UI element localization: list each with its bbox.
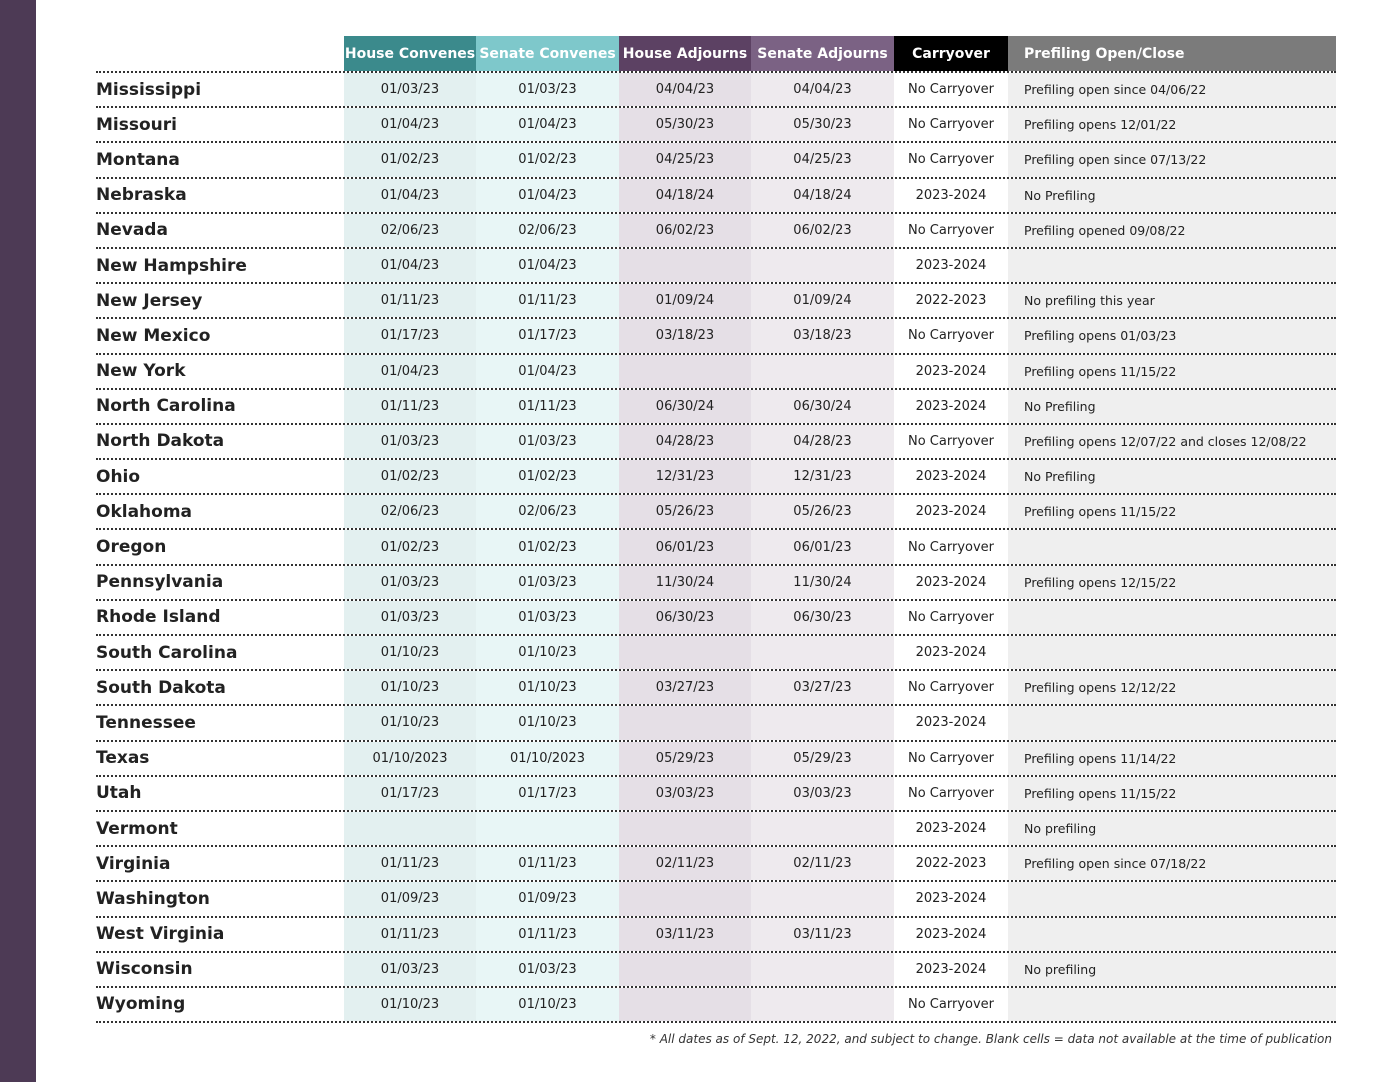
house-adjourns-cell: 05/30/23 — [619, 108, 751, 141]
prefiling-cell — [1008, 882, 1336, 915]
house-adjourns-cell: 06/02/23 — [619, 214, 751, 247]
state-name: Mississippi — [96, 73, 344, 106]
senate-adjourns-cell: 04/04/23 — [751, 73, 894, 106]
house-convenes-cell: 01/11/23 — [344, 847, 476, 880]
state-name: Washington — [96, 882, 344, 915]
house-convenes-cell: 01/17/23 — [344, 319, 476, 352]
state-name: North Carolina — [96, 390, 344, 423]
house-convenes-cell: 01/10/23 — [344, 671, 476, 704]
house-convenes-cell: 02/06/23 — [344, 214, 476, 247]
senate-adjourns-cell — [751, 706, 894, 739]
state-name: Tennessee — [96, 706, 344, 739]
house-adjourns-cell: 03/27/23 — [619, 671, 751, 704]
prefiling-cell: Prefiling open since 07/13/22 — [1008, 143, 1336, 176]
senate-convenes-cell: 01/04/23 — [476, 355, 619, 388]
table-row — [96, 636, 1336, 671]
state-name: Texas — [96, 742, 344, 775]
state-name: New Mexico — [96, 319, 344, 352]
table-row — [96, 284, 1336, 319]
senate-convenes-cell: 01/17/23 — [476, 319, 619, 352]
state-name: Nebraska — [96, 179, 344, 212]
house-convenes-cell: 01/02/23 — [344, 143, 476, 176]
house-adjourns-cell: 03/11/23 — [619, 918, 751, 951]
prefiling-cell: No prefiling — [1008, 812, 1336, 845]
carryover-cell: 2023-2024 — [894, 706, 1008, 739]
state-name: West Virginia — [96, 918, 344, 951]
house-convenes-cell: 01/02/23 — [344, 530, 476, 563]
senate-convenes-cell: 01/03/23 — [476, 566, 619, 599]
house-adjourns-cell — [619, 812, 751, 845]
state-name: South Dakota — [96, 671, 344, 704]
senate-convenes-cell: 01/10/23 — [476, 706, 619, 739]
house-convenes-cell: 01/10/23 — [344, 988, 476, 1021]
table-row — [96, 847, 1336, 882]
carryover-cell: 2023-2024 — [894, 460, 1008, 493]
senate-convenes-cell: 01/10/23 — [476, 671, 619, 704]
house-convenes-cell: 01/04/23 — [344, 249, 476, 282]
prefiling-cell: Prefiling opens 11/15/22 — [1008, 355, 1336, 388]
house-convenes-cell: 01/17/23 — [344, 777, 476, 810]
prefiling-cell — [1008, 988, 1336, 1021]
carryover-cell: 2023-2024 — [894, 636, 1008, 669]
state-name: Rhode Island — [96, 601, 344, 634]
carryover-cell: No Carryover — [894, 214, 1008, 247]
senate-adjourns-cell: 04/28/23 — [751, 425, 894, 458]
carryover-cell: 2023-2024 — [894, 390, 1008, 423]
house-adjourns-cell: 04/18/24 — [619, 179, 751, 212]
senate-convenes-cell: 01/17/23 — [476, 777, 619, 810]
senate-convenes-cell: 01/03/23 — [476, 425, 619, 458]
table-row — [96, 355, 1336, 390]
carryover-cell: 2023-2024 — [894, 812, 1008, 845]
carryover-cell: 2023-2024 — [894, 249, 1008, 282]
house-convenes-cell: 01/10/23 — [344, 706, 476, 739]
prefiling-cell: No prefiling — [1008, 953, 1336, 986]
carryover-cell: 2023-2024 — [894, 179, 1008, 212]
senate-convenes-cell: 01/10/2023 — [476, 742, 619, 775]
house-convenes-cell: 01/11/23 — [344, 918, 476, 951]
senate-convenes-cell: 01/03/23 — [476, 73, 619, 106]
house-adjourns-cell — [619, 636, 751, 669]
house-convenes-cell: 01/02/23 — [344, 460, 476, 493]
side-accent-bar — [0, 0, 36, 1082]
senate-adjourns-cell: 03/11/23 — [751, 918, 894, 951]
carryover-cell: No Carryover — [894, 108, 1008, 141]
senate-convenes-cell: 01/04/23 — [476, 179, 619, 212]
senate-convenes-cell: 01/10/23 — [476, 636, 619, 669]
state-name: Nevada — [96, 214, 344, 247]
senate-adjourns-cell: 01/09/24 — [751, 284, 894, 317]
senate-adjourns-cell: 05/29/23 — [751, 742, 894, 775]
house-convenes-cell: 01/03/23 — [344, 73, 476, 106]
senate-adjourns-cell: 11/30/24 — [751, 566, 894, 599]
header-house-convenes: House Convenes — [344, 36, 476, 71]
house-adjourns-cell: 01/09/24 — [619, 284, 751, 317]
house-adjourns-cell: 06/01/23 — [619, 530, 751, 563]
senate-convenes-cell: 01/04/23 — [476, 108, 619, 141]
house-adjourns-cell: 06/30/24 — [619, 390, 751, 423]
house-convenes-cell: 01/11/23 — [344, 284, 476, 317]
house-convenes-cell — [344, 812, 476, 845]
house-adjourns-cell: 04/28/23 — [619, 425, 751, 458]
state-name: Montana — [96, 143, 344, 176]
senate-adjourns-cell — [751, 355, 894, 388]
carryover-cell: 2023-2024 — [894, 566, 1008, 599]
footnote: * All dates as of Sept. 12, 2022, and subject to change. Blank cells = data not available at the time of publication — [649, 1032, 1332, 1046]
house-adjourns-cell — [619, 953, 751, 986]
house-convenes-cell: 01/03/23 — [344, 601, 476, 634]
senate-adjourns-cell: 02/11/23 — [751, 847, 894, 880]
senate-adjourns-cell: 06/02/23 — [751, 214, 894, 247]
state-name: Wisconsin — [96, 953, 344, 986]
prefiling-cell — [1008, 601, 1336, 634]
senate-convenes-cell: 01/10/23 — [476, 988, 619, 1021]
table-row — [96, 671, 1336, 706]
house-adjourns-cell — [619, 988, 751, 1021]
table-row — [96, 706, 1336, 741]
carryover-cell: No Carryover — [894, 671, 1008, 704]
carryover-cell: No Carryover — [894, 73, 1008, 106]
prefiling-cell: Prefiling opens 12/01/22 — [1008, 108, 1336, 141]
senate-adjourns-cell — [751, 249, 894, 282]
house-convenes-cell: 01/10/2023 — [344, 742, 476, 775]
table-row — [96, 918, 1336, 953]
state-name: Oregon — [96, 530, 344, 563]
carryover-cell: 2023-2024 — [894, 918, 1008, 951]
state-name: New Jersey — [96, 284, 344, 317]
house-adjourns-cell: 03/18/23 — [619, 319, 751, 352]
house-adjourns-cell — [619, 355, 751, 388]
senate-convenes-cell — [476, 812, 619, 845]
house-convenes-cell: 01/03/23 — [344, 566, 476, 599]
senate-adjourns-cell — [751, 988, 894, 1021]
table-row — [96, 460, 1336, 495]
senate-adjourns-cell: 06/01/23 — [751, 530, 894, 563]
carryover-cell: 2023-2024 — [894, 355, 1008, 388]
house-convenes-cell: 01/03/23 — [344, 425, 476, 458]
state-name: Utah — [96, 777, 344, 810]
prefiling-cell: Prefiling open since 04/06/22 — [1008, 73, 1336, 106]
table-row — [96, 495, 1336, 530]
prefiling-cell: Prefiling opens 01/03/23 — [1008, 319, 1336, 352]
table-row — [96, 988, 1336, 1023]
prefiling-cell: No Prefiling — [1008, 390, 1336, 423]
state-name: Pennsylvania — [96, 566, 344, 599]
table-row — [96, 425, 1336, 460]
legislative-calendar-table — [96, 36, 1336, 1023]
header-prefiling: Prefiling Open/Close — [1008, 36, 1336, 71]
senate-convenes-cell: 01/11/23 — [476, 918, 619, 951]
prefiling-cell: Prefiling opens 12/12/22 — [1008, 671, 1336, 704]
carryover-cell: No Carryover — [894, 530, 1008, 563]
house-adjourns-cell: 04/04/23 — [619, 73, 751, 106]
table-row — [96, 953, 1336, 988]
senate-adjourns-cell: 06/30/23 — [751, 601, 894, 634]
state-name: Ohio — [96, 460, 344, 493]
house-convenes-cell: 01/04/23 — [344, 108, 476, 141]
house-adjourns-cell — [619, 249, 751, 282]
senate-convenes-cell: 02/06/23 — [476, 214, 619, 247]
senate-adjourns-cell: 12/31/23 — [751, 460, 894, 493]
house-adjourns-cell: 02/11/23 — [619, 847, 751, 880]
header-carryover: Carryover — [894, 36, 1008, 71]
house-adjourns-cell: 05/26/23 — [619, 495, 751, 528]
senate-adjourns-cell: 05/26/23 — [751, 495, 894, 528]
table-row — [96, 179, 1336, 214]
senate-convenes-cell: 01/02/23 — [476, 460, 619, 493]
table-row — [96, 812, 1336, 847]
senate-convenes-cell: 01/03/23 — [476, 601, 619, 634]
carryover-cell: 2022-2023 — [894, 847, 1008, 880]
carryover-cell: No Carryover — [894, 601, 1008, 634]
prefiling-cell — [1008, 249, 1336, 282]
prefiling-cell: No Prefiling — [1008, 179, 1336, 212]
senate-adjourns-cell — [751, 953, 894, 986]
carryover-cell: No Carryover — [894, 988, 1008, 1021]
senate-adjourns-cell: 05/30/23 — [751, 108, 894, 141]
table-row — [96, 319, 1336, 354]
house-adjourns-cell: 03/03/23 — [619, 777, 751, 810]
carryover-cell: No Carryover — [894, 143, 1008, 176]
header-state-blank — [96, 36, 344, 71]
carryover-cell: No Carryover — [894, 777, 1008, 810]
prefiling-cell: Prefiling opened 09/08/22 — [1008, 214, 1336, 247]
table-row — [96, 530, 1336, 565]
senate-adjourns-cell — [751, 812, 894, 845]
senate-convenes-cell: 01/02/23 — [476, 530, 619, 563]
table-row — [96, 601, 1336, 636]
house-convenes-cell: 01/04/23 — [344, 179, 476, 212]
prefiling-cell: Prefiling opens 11/15/22 — [1008, 495, 1336, 528]
prefiling-cell: No Prefiling — [1008, 460, 1336, 493]
house-convenes-cell: 01/03/23 — [344, 953, 476, 986]
senate-convenes-cell: 01/11/23 — [476, 284, 619, 317]
house-convenes-cell: 01/09/23 — [344, 882, 476, 915]
state-name: New Hampshire — [96, 249, 344, 282]
state-name: Virginia — [96, 847, 344, 880]
table-row — [96, 73, 1336, 108]
header-senate-convenes: Senate Convenes — [476, 36, 619, 71]
house-adjourns-cell — [619, 882, 751, 915]
senate-adjourns-cell: 06/30/24 — [751, 390, 894, 423]
prefiling-cell: Prefiling opens 12/07/22 and closes 12/08/22 — [1008, 425, 1336, 458]
house-adjourns-cell: 11/30/24 — [619, 566, 751, 599]
prefiling-cell: Prefiling opens 12/15/22 — [1008, 566, 1336, 599]
senate-adjourns-cell — [751, 636, 894, 669]
table-row — [96, 566, 1336, 601]
prefiling-cell — [1008, 636, 1336, 669]
prefiling-cell: Prefiling opens 11/15/22 — [1008, 777, 1336, 810]
table-header-row — [96, 36, 1336, 73]
house-convenes-cell: 01/04/23 — [344, 355, 476, 388]
house-convenes-cell: 02/06/23 — [344, 495, 476, 528]
prefiling-cell: Prefiling opens 11/14/22 — [1008, 742, 1336, 775]
senate-adjourns-cell: 04/18/24 — [751, 179, 894, 212]
state-name: Wyoming — [96, 988, 344, 1021]
prefiling-cell — [1008, 706, 1336, 739]
house-adjourns-cell — [619, 706, 751, 739]
senate-convenes-cell: 01/11/23 — [476, 390, 619, 423]
state-name: New York — [96, 355, 344, 388]
table-row — [96, 143, 1336, 178]
state-name: North Dakota — [96, 425, 344, 458]
senate-convenes-cell: 01/09/23 — [476, 882, 619, 915]
house-adjourns-cell: 05/29/23 — [619, 742, 751, 775]
senate-convenes-cell: 01/02/23 — [476, 143, 619, 176]
senate-convenes-cell: 01/04/23 — [476, 249, 619, 282]
table-row — [96, 777, 1336, 812]
senate-adjourns-cell: 03/18/23 — [751, 319, 894, 352]
carryover-cell: 2023-2024 — [894, 953, 1008, 986]
senate-convenes-cell: 01/03/23 — [476, 953, 619, 986]
state-name: South Carolina — [96, 636, 344, 669]
senate-adjourns-cell: 03/27/23 — [751, 671, 894, 704]
table-row — [96, 882, 1336, 917]
prefiling-cell: No prefiling this year — [1008, 284, 1336, 317]
carryover-cell: No Carryover — [894, 425, 1008, 458]
prefiling-cell — [1008, 918, 1336, 951]
senate-convenes-cell: 01/11/23 — [476, 847, 619, 880]
carryover-cell: No Carryover — [894, 742, 1008, 775]
house-convenes-cell: 01/11/23 — [344, 390, 476, 423]
senate-adjourns-cell — [751, 882, 894, 915]
carryover-cell: 2022-2023 — [894, 284, 1008, 317]
table-row — [96, 742, 1336, 777]
table-row — [96, 214, 1336, 249]
senate-adjourns-cell: 03/03/23 — [751, 777, 894, 810]
prefiling-cell: Prefiling open since 07/18/22 — [1008, 847, 1336, 880]
house-adjourns-cell: 06/30/23 — [619, 601, 751, 634]
table-row — [96, 249, 1336, 284]
header-house-adjourns: House Adjourns — [619, 36, 751, 71]
carryover-cell: 2023-2024 — [894, 882, 1008, 915]
table-body — [96, 73, 1336, 1023]
carryover-cell: No Carryover — [894, 319, 1008, 352]
prefiling-cell — [1008, 530, 1336, 563]
state-name: Oklahoma — [96, 495, 344, 528]
table-row — [96, 390, 1336, 425]
senate-adjourns-cell: 04/25/23 — [751, 143, 894, 176]
state-name: Missouri — [96, 108, 344, 141]
header-senate-adjourns: Senate Adjourns — [751, 36, 894, 71]
senate-convenes-cell: 02/06/23 — [476, 495, 619, 528]
house-adjourns-cell: 12/31/23 — [619, 460, 751, 493]
house-adjourns-cell: 04/25/23 — [619, 143, 751, 176]
table-row — [96, 108, 1336, 143]
state-name: Vermont — [96, 812, 344, 845]
house-convenes-cell: 01/10/23 — [344, 636, 476, 669]
carryover-cell: 2023-2024 — [894, 495, 1008, 528]
